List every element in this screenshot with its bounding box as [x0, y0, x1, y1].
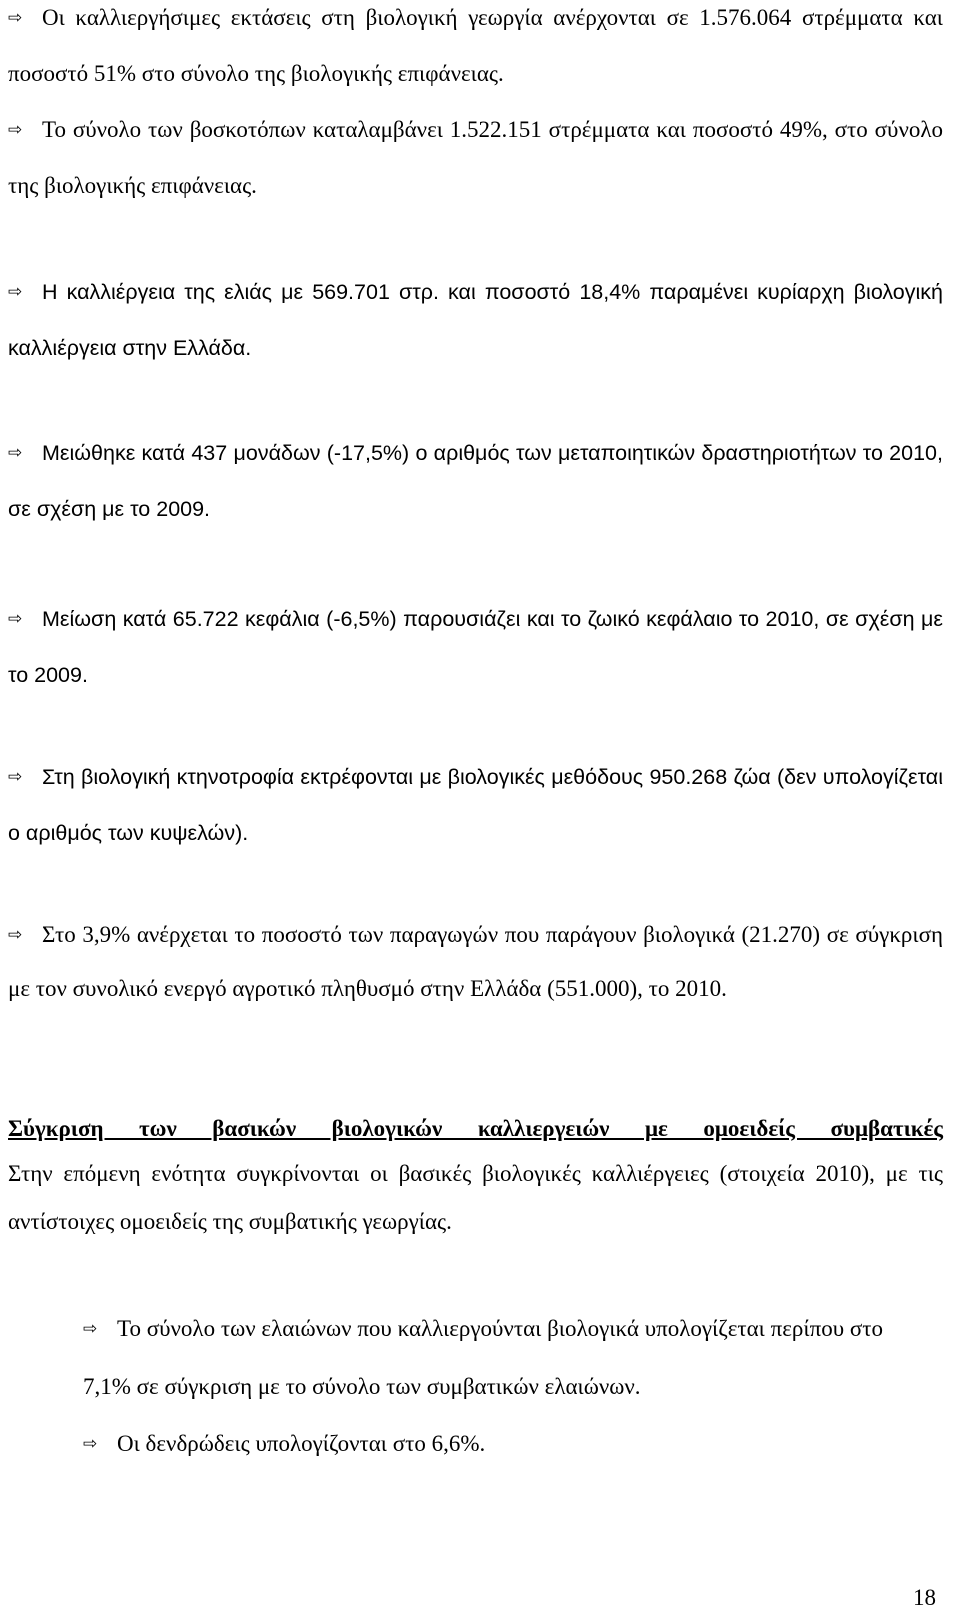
page-number: 18	[913, 1585, 936, 1610]
rightwards-double-arrow-icon: ⇨	[8, 282, 23, 302]
bullet-text: Στη βιολογική κτηνοτροφία εκτρέφονται με βιολογικές μεθόδους 950.268 ζώα (δεν υπολογίζεται ο αριθμός των κυψελών).	[8, 765, 943, 845]
rightwards-double-arrow-icon: ⇨	[8, 8, 23, 28]
bullet-pastures	[8, 102, 943, 214]
bullet-text: Μείωση κατά 65.722 κεφάλια (-6,5%) παρουσιάζει και το ζωικό κεφάλαιο το 2010, σε σχέση με το 2009.	[8, 607, 943, 687]
bullet-text: Οι δενδρώδεις υπολογίζονται στο 6,6%.	[117, 1431, 486, 1456]
bullet-text: Οι καλλιεργήσιμες εκτάσεις στη βιολογική γεωργία ανέρχονται σε 1.576.064 στρέμματα και ποσοστό 51% στο σύνολο της βιολογικής επιφάνειας.	[8, 5, 943, 86]
bullet-livestock	[8, 591, 943, 703]
rightwards-double-arrow-icon: ⇨	[8, 443, 23, 463]
bullet-text: Μειώθηκε κατά 437 μονάδων (-17,5%) ο αριθμός των μεταποιητικών δραστηριοτήτων το 2010, σε σχέση με το 2009.	[8, 441, 943, 521]
bullet-tree-crops	[83, 1416, 883, 1472]
rightwards-double-arrow-icon: ⇨	[83, 1319, 98, 1339]
bullet-organic-livestock	[8, 749, 943, 861]
rightwards-double-arrow-icon: ⇨	[8, 120, 23, 140]
rightwards-double-arrow-icon: ⇨	[8, 925, 23, 945]
rightwards-double-arrow-icon: ⇨	[8, 767, 23, 787]
rightwards-double-arrow-icon: ⇨	[8, 609, 23, 629]
bullet-text: Το σύνολο των ελαιώνων που καλλιεργούνται βιολογικά υπολογίζεται περίπου στο 7,1% σε σύγκριση με το σύνολο των συμβατικών ελαιώνων.	[83, 1316, 883, 1399]
bullet-cultivated-area	[8, 0, 943, 102]
section-paragraph: Στην επόμενη ενότητα συγκρίνονται οι βασικές βιολογικές καλλιέργειες (στοιχεία 2010), με τις αντίστοιχες ομοειδείς της συμβατικής γεωργίας.	[8, 1161, 943, 1234]
bullet-text: Το σύνολο των βοσκοτόπων καταλαμβάνει 1.522.151 στρέμματα και ποσοστό 49%, στο σύνολο της βιολογικής επιφάνειας.	[8, 117, 943, 198]
rightwards-double-arrow-icon: ⇨	[83, 1434, 98, 1454]
section-heading: Σύγκριση των βασικών βιολογικών καλλιεργειών με ομοειδείς συμβατικές	[8, 1116, 943, 1141]
bullet-text: Στο 3,9% ανέρχεται το ποσοστό των παραγωγών που παράγουν βιολογικά (21.270) σε σύγκριση με τον συνολικό ενεργό αγροτικό πληθυσμό στην Ελλάδα (551.000), το 2010.	[8, 922, 943, 1001]
bullet-olive-groves	[83, 1300, 883, 1416]
bullet-producers-share	[8, 908, 943, 1015]
bullet-text: Η καλλιέργεια της ελιάς με 569.701 στρ. και ποσοστό 18,4% παραμένει κυρίαρχη βιολογική καλλιέργεια στην Ελλάδα.	[8, 280, 943, 360]
bullet-olive-cultivation	[8, 264, 943, 376]
bullet-processing-activities	[8, 425, 943, 537]
